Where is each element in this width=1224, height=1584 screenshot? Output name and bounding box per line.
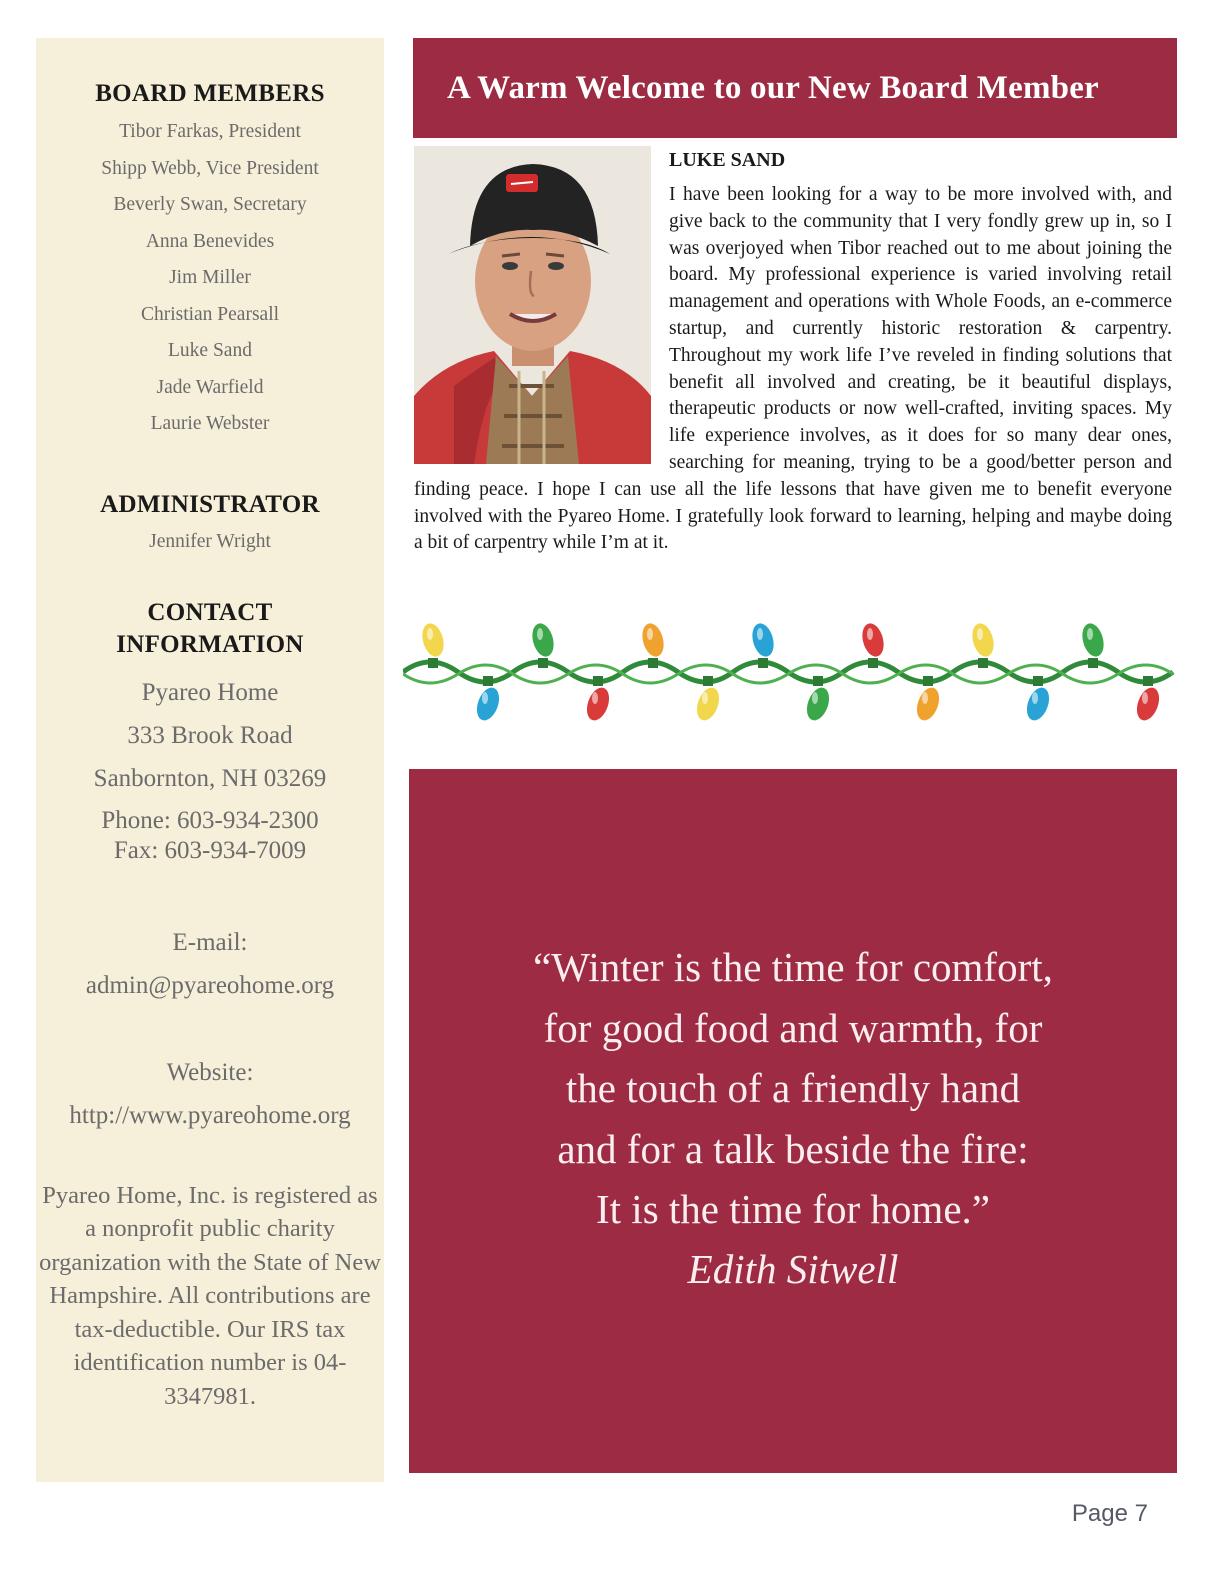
- article-banner: [413, 38, 1177, 138]
- quote-box: [409, 769, 1177, 1473]
- phone-number: Phone: 603-934-2300: [101, 806, 319, 834]
- article-body: I have been looking for a way to be more involved with, and give back to the community that I very fondly grew up in, so I was overjoyed when Tibor reached out to me about joining the board. My professional experience is varied involving retail management and operations with Whole Foods, an e-commerce startup, and currently historic restoration & carpentry. Throughout my work life I’ve reveled in finding solutions that benefit all involved and creating, be it beautiful displays, therapeutic products or now well-crafted, inviting spaces. My life experience involves, as it does for so many dear ones, searching for meaning, trying to be a good/better person and finding peace. I hope I can use all the life lessons that have given me to benefit everyone involved with the Pyareo Home. I gratefully look forward to learning, helping and maybe doing a bit of carpentry while I’m at it.: [414, 184, 1172, 554]
- christmas-lights-decoration: [403, 612, 1178, 737]
- board-member: Beverly Swan, Secretary: [113, 194, 307, 215]
- board-member: Jade Warfield: [156, 376, 264, 398]
- administrator-name: Jennifer Wright: [149, 530, 271, 552]
- quote-line: the touch of a friendly hand: [565, 1065, 1021, 1111]
- website-link[interactable]: http://www.pyareohome.org: [69, 1101, 351, 1129]
- quote-line: for good food and warmth, for: [543, 1004, 1043, 1051]
- board-member: Jim Miller: [169, 267, 251, 288]
- board-member: Tibor Farkas, President: [119, 121, 301, 142]
- administrator-heading: ADMINISTRATOR: [100, 490, 320, 518]
- board-members-heading: BOARD MEMBERS: [95, 80, 325, 107]
- article-title: A Warm Welcome to our New Board Member: [447, 70, 1099, 106]
- board-member-photo: [414, 146, 651, 464]
- city-state-zip: Sanbornton, NH 03269: [93, 764, 327, 792]
- board-member: Christian Pearsall: [140, 303, 280, 325]
- contact-heading-line: CONTACT: [147, 598, 273, 626]
- contact-heading-line: INFORMATION: [116, 630, 304, 658]
- lights-garland: [403, 612, 1178, 737]
- article: [414, 146, 1172, 557]
- board-member: Shipp Webb, Vice President: [101, 157, 319, 179]
- contact-heading: [36, 597, 384, 661]
- quote-line: and for a talk beside the fire:: [557, 1125, 1029, 1172]
- org-name: Pyareo Home: [141, 678, 279, 706]
- board-member: Anna Benevides: [145, 230, 275, 252]
- fax-number: Fax: 603-934-7009: [113, 836, 307, 864]
- board-member: Laurie Webster: [150, 413, 270, 434]
- quote-author: Edith Sitwell: [687, 1245, 899, 1292]
- street-address: 333 Brook Road: [127, 721, 293, 749]
- portrait-illustration: [414, 146, 651, 464]
- website-label: Website:: [166, 1058, 254, 1086]
- quote-text: [409, 937, 1177, 1240]
- quote-line: “Winter is the time for comfort,: [533, 944, 1053, 990]
- member-name: LUKE SAND: [669, 149, 786, 171]
- board-member-list: [36, 114, 384, 443]
- board-member: Luke Sand: [168, 340, 252, 361]
- email-link[interactable]: admin@pyareohome.org: [85, 971, 335, 999]
- sidebar: [36, 38, 384, 1482]
- email-label: E-mail:: [172, 928, 248, 956]
- nonprofit-statement: Pyareo Home, Inc. is registered as a nonprofit public charity organization with the State of New Hampshire. All contributions are tax-deductible. Our IRS tax identification number is 04-3347981.: [39, 1181, 381, 1411]
- quote-line: It is the time for home.”: [596, 1186, 990, 1232]
- page-number: Page 7: [1071, 1500, 1148, 1527]
